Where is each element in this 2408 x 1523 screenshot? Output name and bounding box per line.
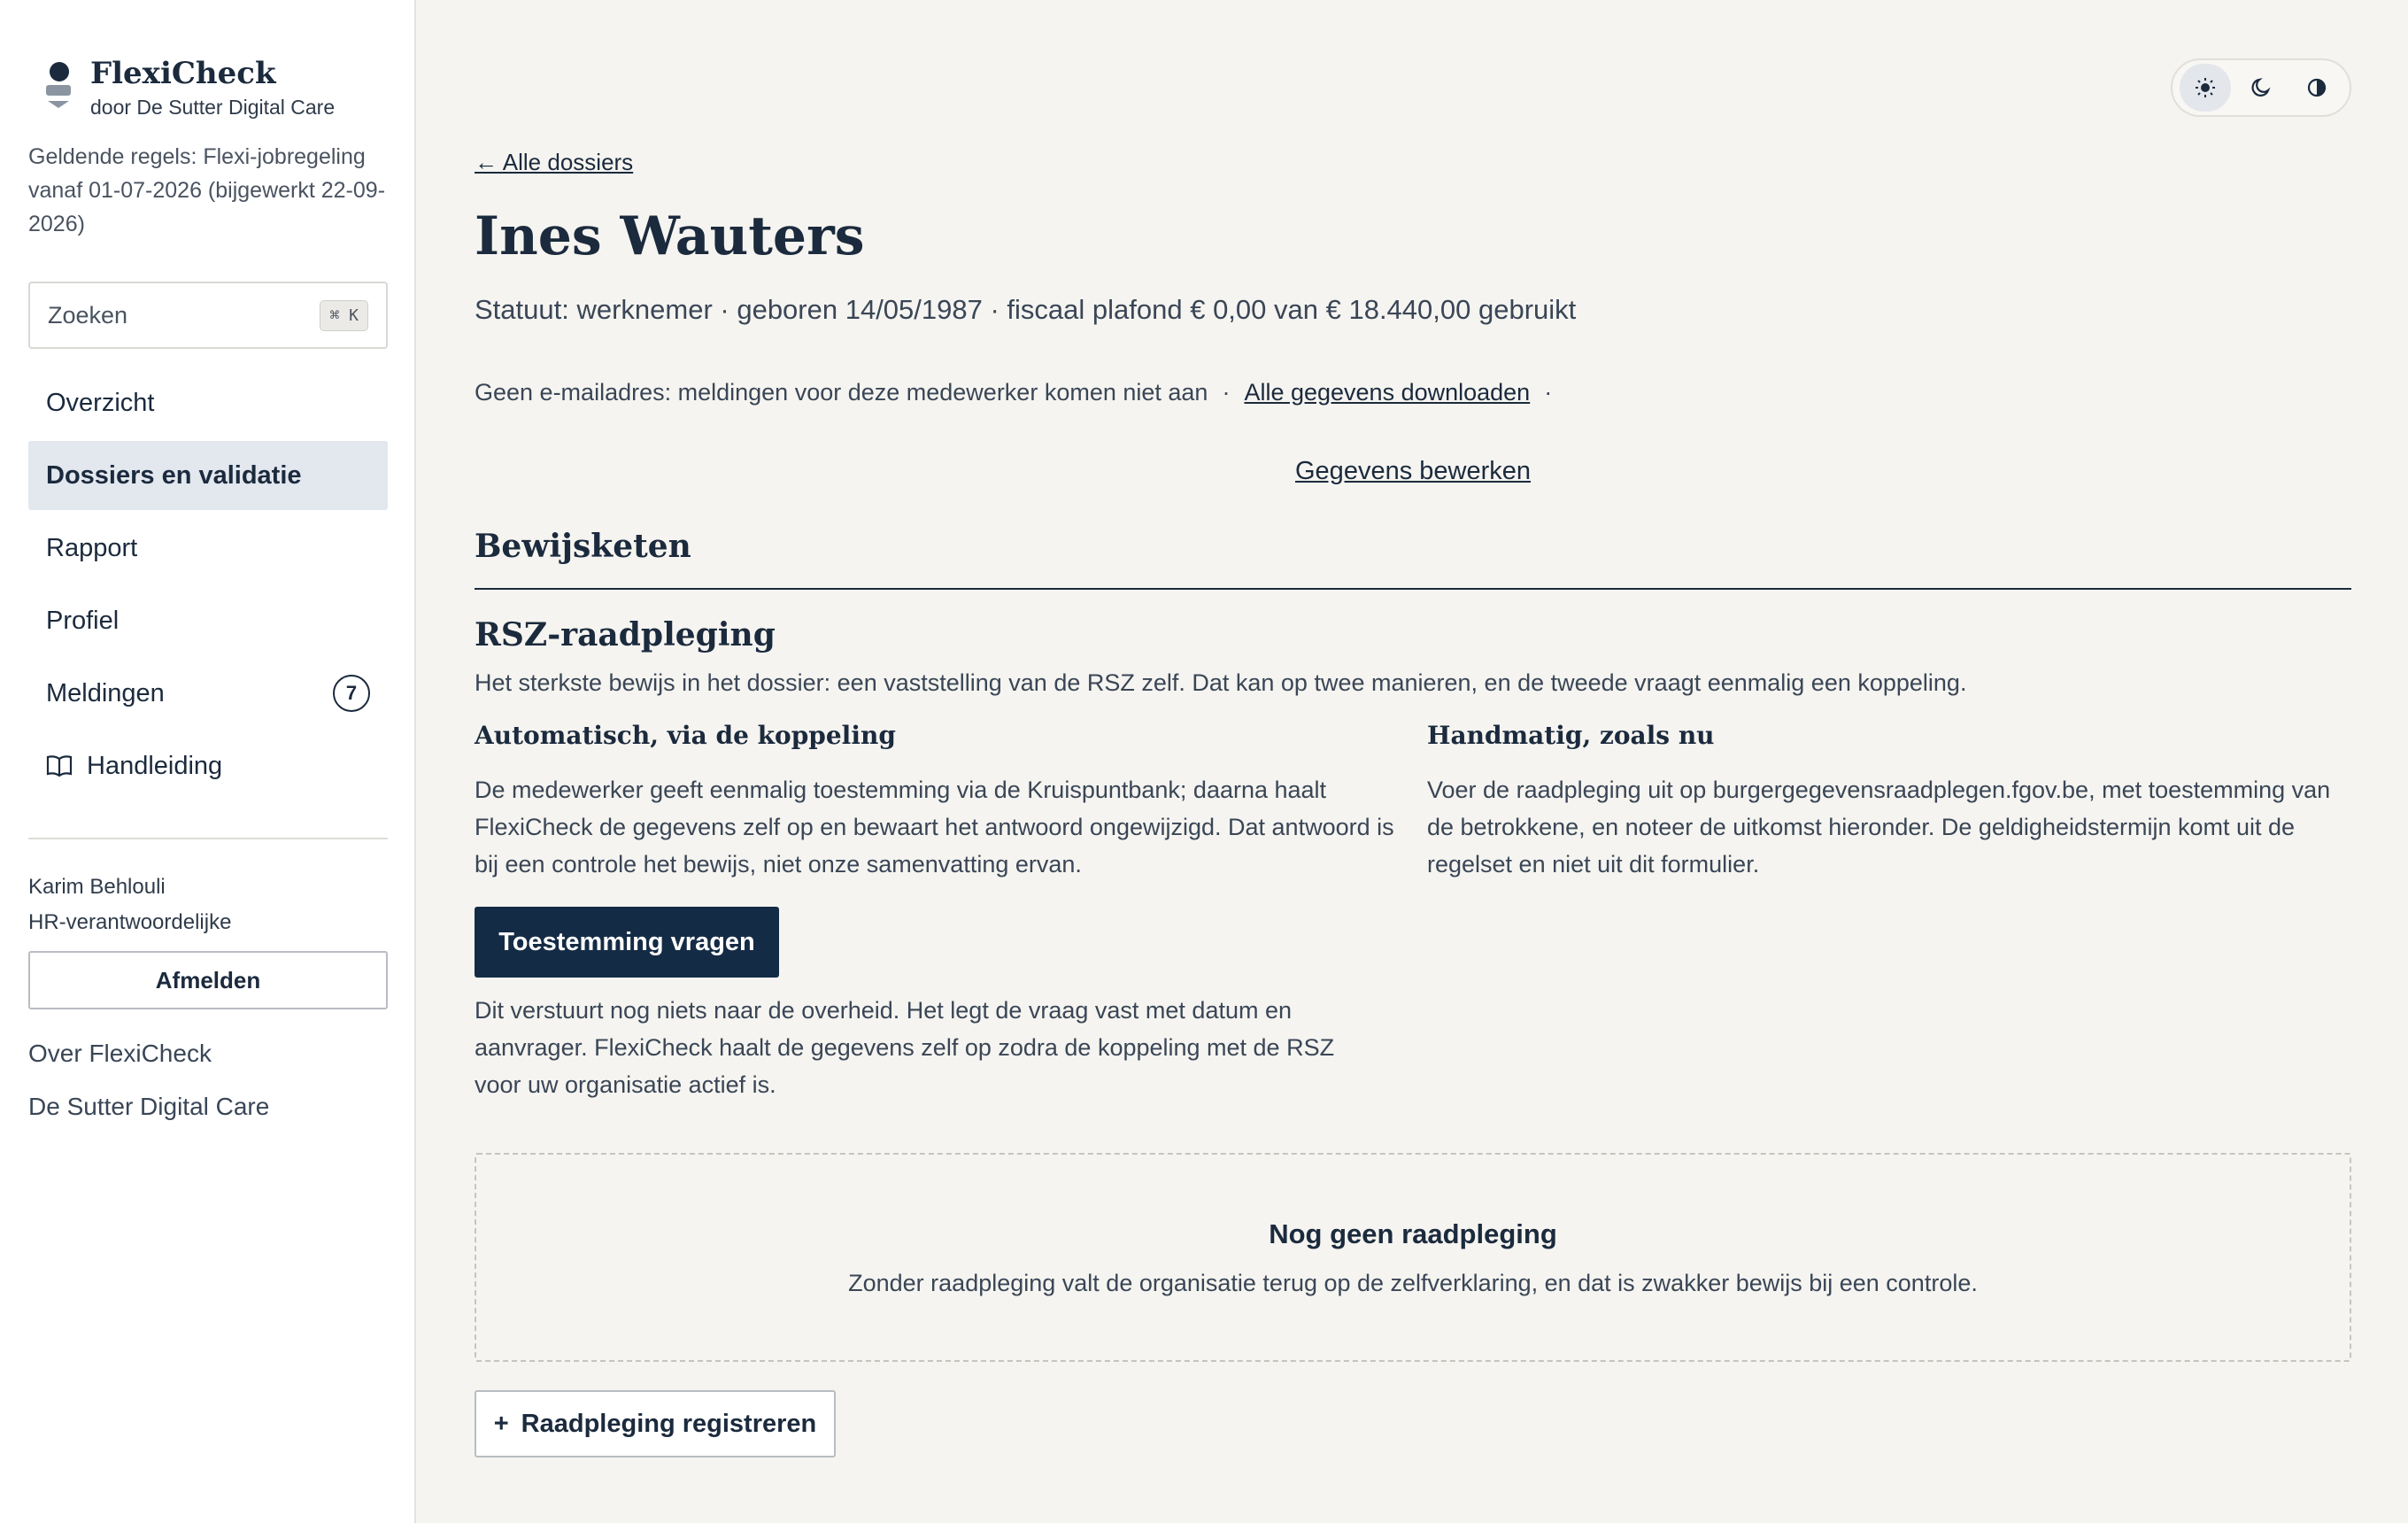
back-link[interactable]: ← Alle dossiers	[475, 149, 634, 175]
notification-count-badge: 7	[333, 675, 370, 712]
brand-logo-icon	[44, 57, 73, 113]
separator: ·	[1222, 379, 1231, 406]
empty-title: Nog geen raadpleging	[1269, 1218, 1557, 1249]
user-info	[28, 870, 231, 940]
brand[interactable]	[44, 57, 335, 120]
auto-column	[475, 721, 1400, 883]
rsz-title: RSZ-raadpleging	[475, 616, 776, 653]
section-title: Bewijsketen	[475, 528, 691, 565]
page-title: Ines Wauters	[475, 205, 865, 267]
nav-item-profiel[interactable]	[28, 586, 388, 655]
edit-data-link[interactable]: Gegevens bewerken	[1295, 457, 1531, 485]
brand-subtitle: door De Sutter Digital Care	[90, 96, 336, 119]
moon-icon[interactable]	[2235, 64, 2287, 112]
empty-state	[475, 1153, 2351, 1362]
nav-item-label: Dossiers en validatie	[46, 460, 302, 490]
section-divider	[475, 588, 2351, 590]
nav-item-meldingen[interactable]	[28, 659, 388, 728]
search-placeholder: Zoeken	[48, 301, 128, 329]
search-input[interactable]	[28, 282, 388, 349]
register-label: Raadpleging registreren	[521, 1409, 817, 1438]
manual-column	[1427, 721, 2352, 883]
user-role: HR-verantwoordelijke	[28, 910, 232, 934]
search-shortcut: ⌘ K	[320, 300, 368, 331]
sun-icon[interactable]	[2180, 64, 2231, 112]
rsz-intro: Het sterkste bewijs in het dossier: een vaststelling van de RSZ zelf. Dat kan op twee manieren, en de tweede vraagt eenmalig een koppeling.	[475, 669, 1967, 696]
employee-meta	[475, 379, 1566, 406]
plus-icon: +	[493, 1409, 509, 1438]
theme-switch	[2171, 58, 2351, 117]
book-icon	[46, 754, 73, 777]
nav-item-dossiers[interactable]	[28, 441, 388, 510]
nav-item-rapport[interactable]	[28, 514, 388, 583]
nav-item-label: Rapport	[46, 533, 138, 562]
auto-heading: Automatisch, via de koppeling	[475, 721, 896, 750]
consent-note: Dit verstuurt nog niets naar de overheid. Het legt de vraag vast met datum en aanvrager. FlexiCheck haalt de gegevens zelf op zodra de koppeling met de RSZ voor uw organisatie actief is.	[475, 997, 1335, 1098]
request-consent-button[interactable]: Toestemming vragen	[475, 907, 779, 978]
nav-item-overzicht[interactable]	[28, 368, 388, 437]
logout-button[interactable]: Afmelden	[28, 951, 388, 1009]
nav-item-handleiding[interactable]	[28, 731, 388, 800]
company-link[interactable]: De Sutter Digital Care	[28, 1093, 270, 1120]
manual-heading: Handmatig, zoals nu	[1427, 721, 1715, 750]
auto-text: De medewerker geeft eenmalig toestemming via de Kruispuntbank; daarna haalt FlexiCheck de gegevens zelf op en bewaart het antwoord ongewijzigd. Dat antwoord is bij een controle het bewijs, niet onze samenvatting ervan.	[475, 777, 1394, 877]
sidebar	[0, 0, 416, 1523]
contrast-icon[interactable]	[2291, 64, 2342, 112]
empty-text: Zonder raadpleging valt de organisatie terug op de zelfverklaring, en dat is zwakker bewijs bij een controle.	[848, 1269, 1978, 1296]
manual-text: Voer de raadpleging uit op burgergegevensraadplegen.fgov.be, met toestemming van de betrokkene, en noteer de uitkomst hieronder. De geldigheidstermijn komt uit de regelset en niet uit dit formulier.	[1427, 777, 2331, 877]
nav-item-label: Overzicht	[46, 388, 155, 417]
download-data-link[interactable]: Alle gegevens downloaden	[1244, 379, 1531, 406]
separator: ·	[1544, 379, 1553, 406]
nav-item-label: Meldingen	[46, 678, 165, 707]
sidebar-divider	[28, 838, 388, 839]
main-nav	[28, 368, 388, 804]
brand-name: FlexiCheck	[90, 56, 276, 91]
no-email-warning: Geen e-mailadres: meldingen voor deze medewerker komen niet aan	[475, 379, 1208, 406]
about-link[interactable]: Over FlexiCheck	[28, 1040, 212, 1067]
user-name: Karim Behlouli	[28, 875, 166, 899]
register-consultation-button[interactable]	[475, 1390, 836, 1457]
rules-info: Geldende regels: Flexi-jobregeling vanaf 01-07-2026 (bijgewerkt 22-09-2026)	[28, 144, 386, 236]
nav-item-label: Profiel	[46, 606, 120, 635]
employee-statuut: Statuut: werknemer · geboren 14/05/1987 · fiscaal plafond € 0,00 van € 18.440,00 gebruikt	[475, 294, 1577, 325]
nav-item-label: Handleiding	[87, 751, 223, 780]
